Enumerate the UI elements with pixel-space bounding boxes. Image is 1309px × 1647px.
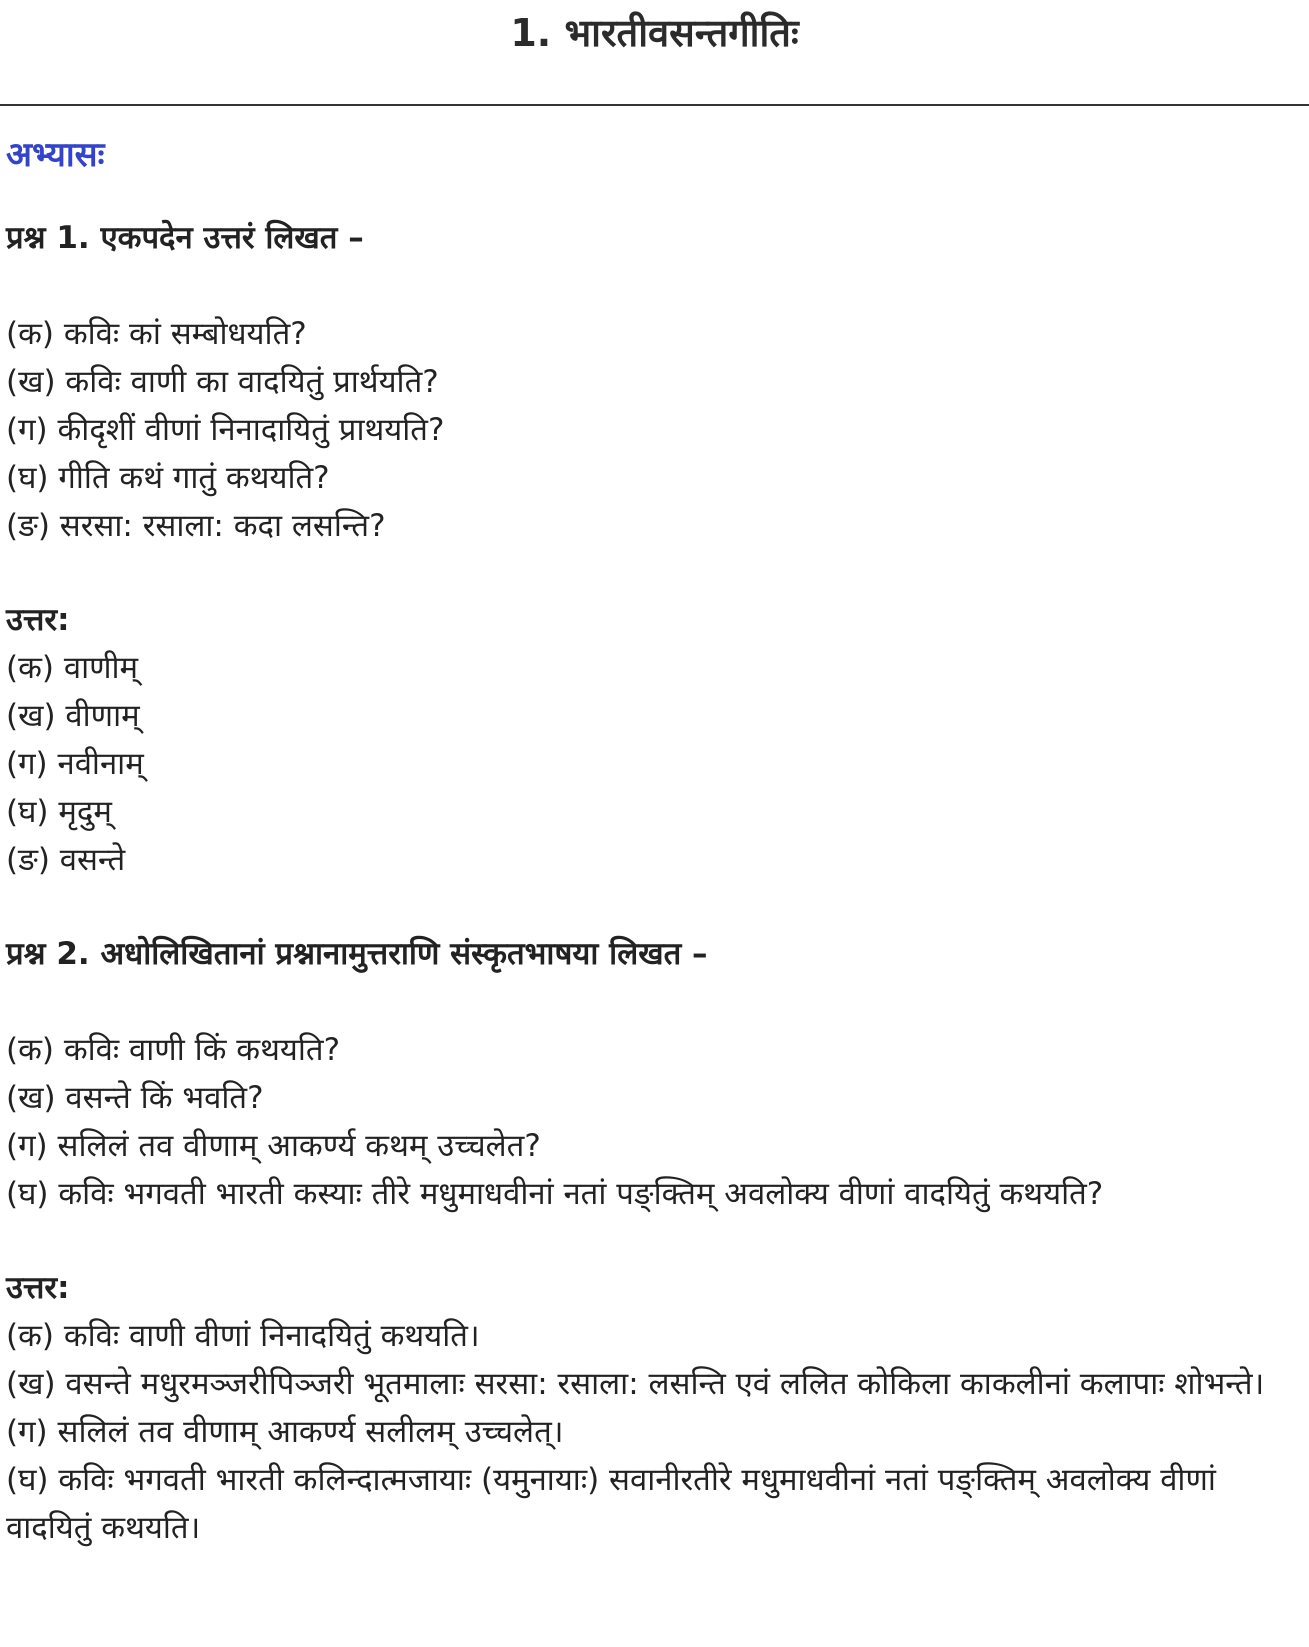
question-2-item: (ख) वसन्ते किं भवति? [6,1080,264,1116]
answer-1-item: (ख) वीणाम् [6,698,140,734]
question-1-item: (क) कविः कां सम्बोधयति? [6,316,307,352]
answer-2-item: (ख) वसन्ते मधुरमञ्जरीपिञ्जरी भूतमालाः सरसा: रसाला: लसन्ति एवं ललित कोकिला काकलीनां कलापाः शोभन्ते। [6,1366,1265,1402]
page-title: 1. भारतीवसन्तगीतिः [510,11,799,55]
answer-1-item: (घ) मृदुम् [6,794,112,830]
answer-2-item: (क) कविः वाणी वीणां निनादयितुं कथयति। [6,1318,480,1354]
question-2-item: (घ) कविः भगवती भारती कस्याः तीरे मधुमाधवीनां नतां पङ्क्तिम् अवलोक्य वीणां वादयितुं कथयति? [6,1176,1104,1212]
answer-1-item: (क) वाणीम् [6,650,139,686]
title-divider [0,104,1309,106]
question-1-item: (ङ) सरसा: रसाला: कदा लसन्ति? [6,508,386,544]
question-1-item: (ग) कीदृशीं वीणां निनादायितुं प्राथयति? [6,412,445,448]
question-1-item: (ख) कविः वाणी का वादयितुं प्रार्थयति? [6,364,439,400]
answer-2-list [6,1312,1302,1552]
answer-1-item: (ङ) वसन्ते [6,842,126,878]
answer-2-item: (ग) सलिलं तव वीणाम् आकर्ण्य सलीलम् उच्चलेत्। [6,1414,564,1450]
question-1-heading: प्रश्न 1. एकपदेन उत्तरं लिखत – [6,220,364,256]
main-content [6,130,1302,1552]
answer-1-list [6,644,1302,884]
answer-1-item: (ग) नवीनाम् [6,746,144,782]
answer-2-item: (घ) कविः भगवती भारती कलिन्दात्मजायाः (यमुनायाः) सवानीरतीरे मधुमाधवीनां नतां पङ्क्तिम् अवलोक्य वीणां वादयितुं कथयति। [6,1462,1216,1546]
question-2-heading: प्रश्न 2. अधोलिखितानां प्रश्नानामुत्तराणि संस्कृतभाषया लिखत – [6,936,708,972]
question-1-list [6,310,1302,550]
answer-2-label: उत्तर: [6,1270,70,1306]
question-2-item: (क) कविः वाणी किं कथयति? [6,1032,341,1068]
section-heading: अभ्यासः [6,135,105,175]
answer-1-label: उत्तर: [6,602,70,638]
question-2-item: (ग) सलिलं तव वीणाम् आकर्ण्य कथम् उच्चलेत? [6,1128,541,1164]
question-2-list [6,1026,1302,1218]
question-1-item: (घ) गीति कथं गातुं कथयति? [6,460,330,496]
